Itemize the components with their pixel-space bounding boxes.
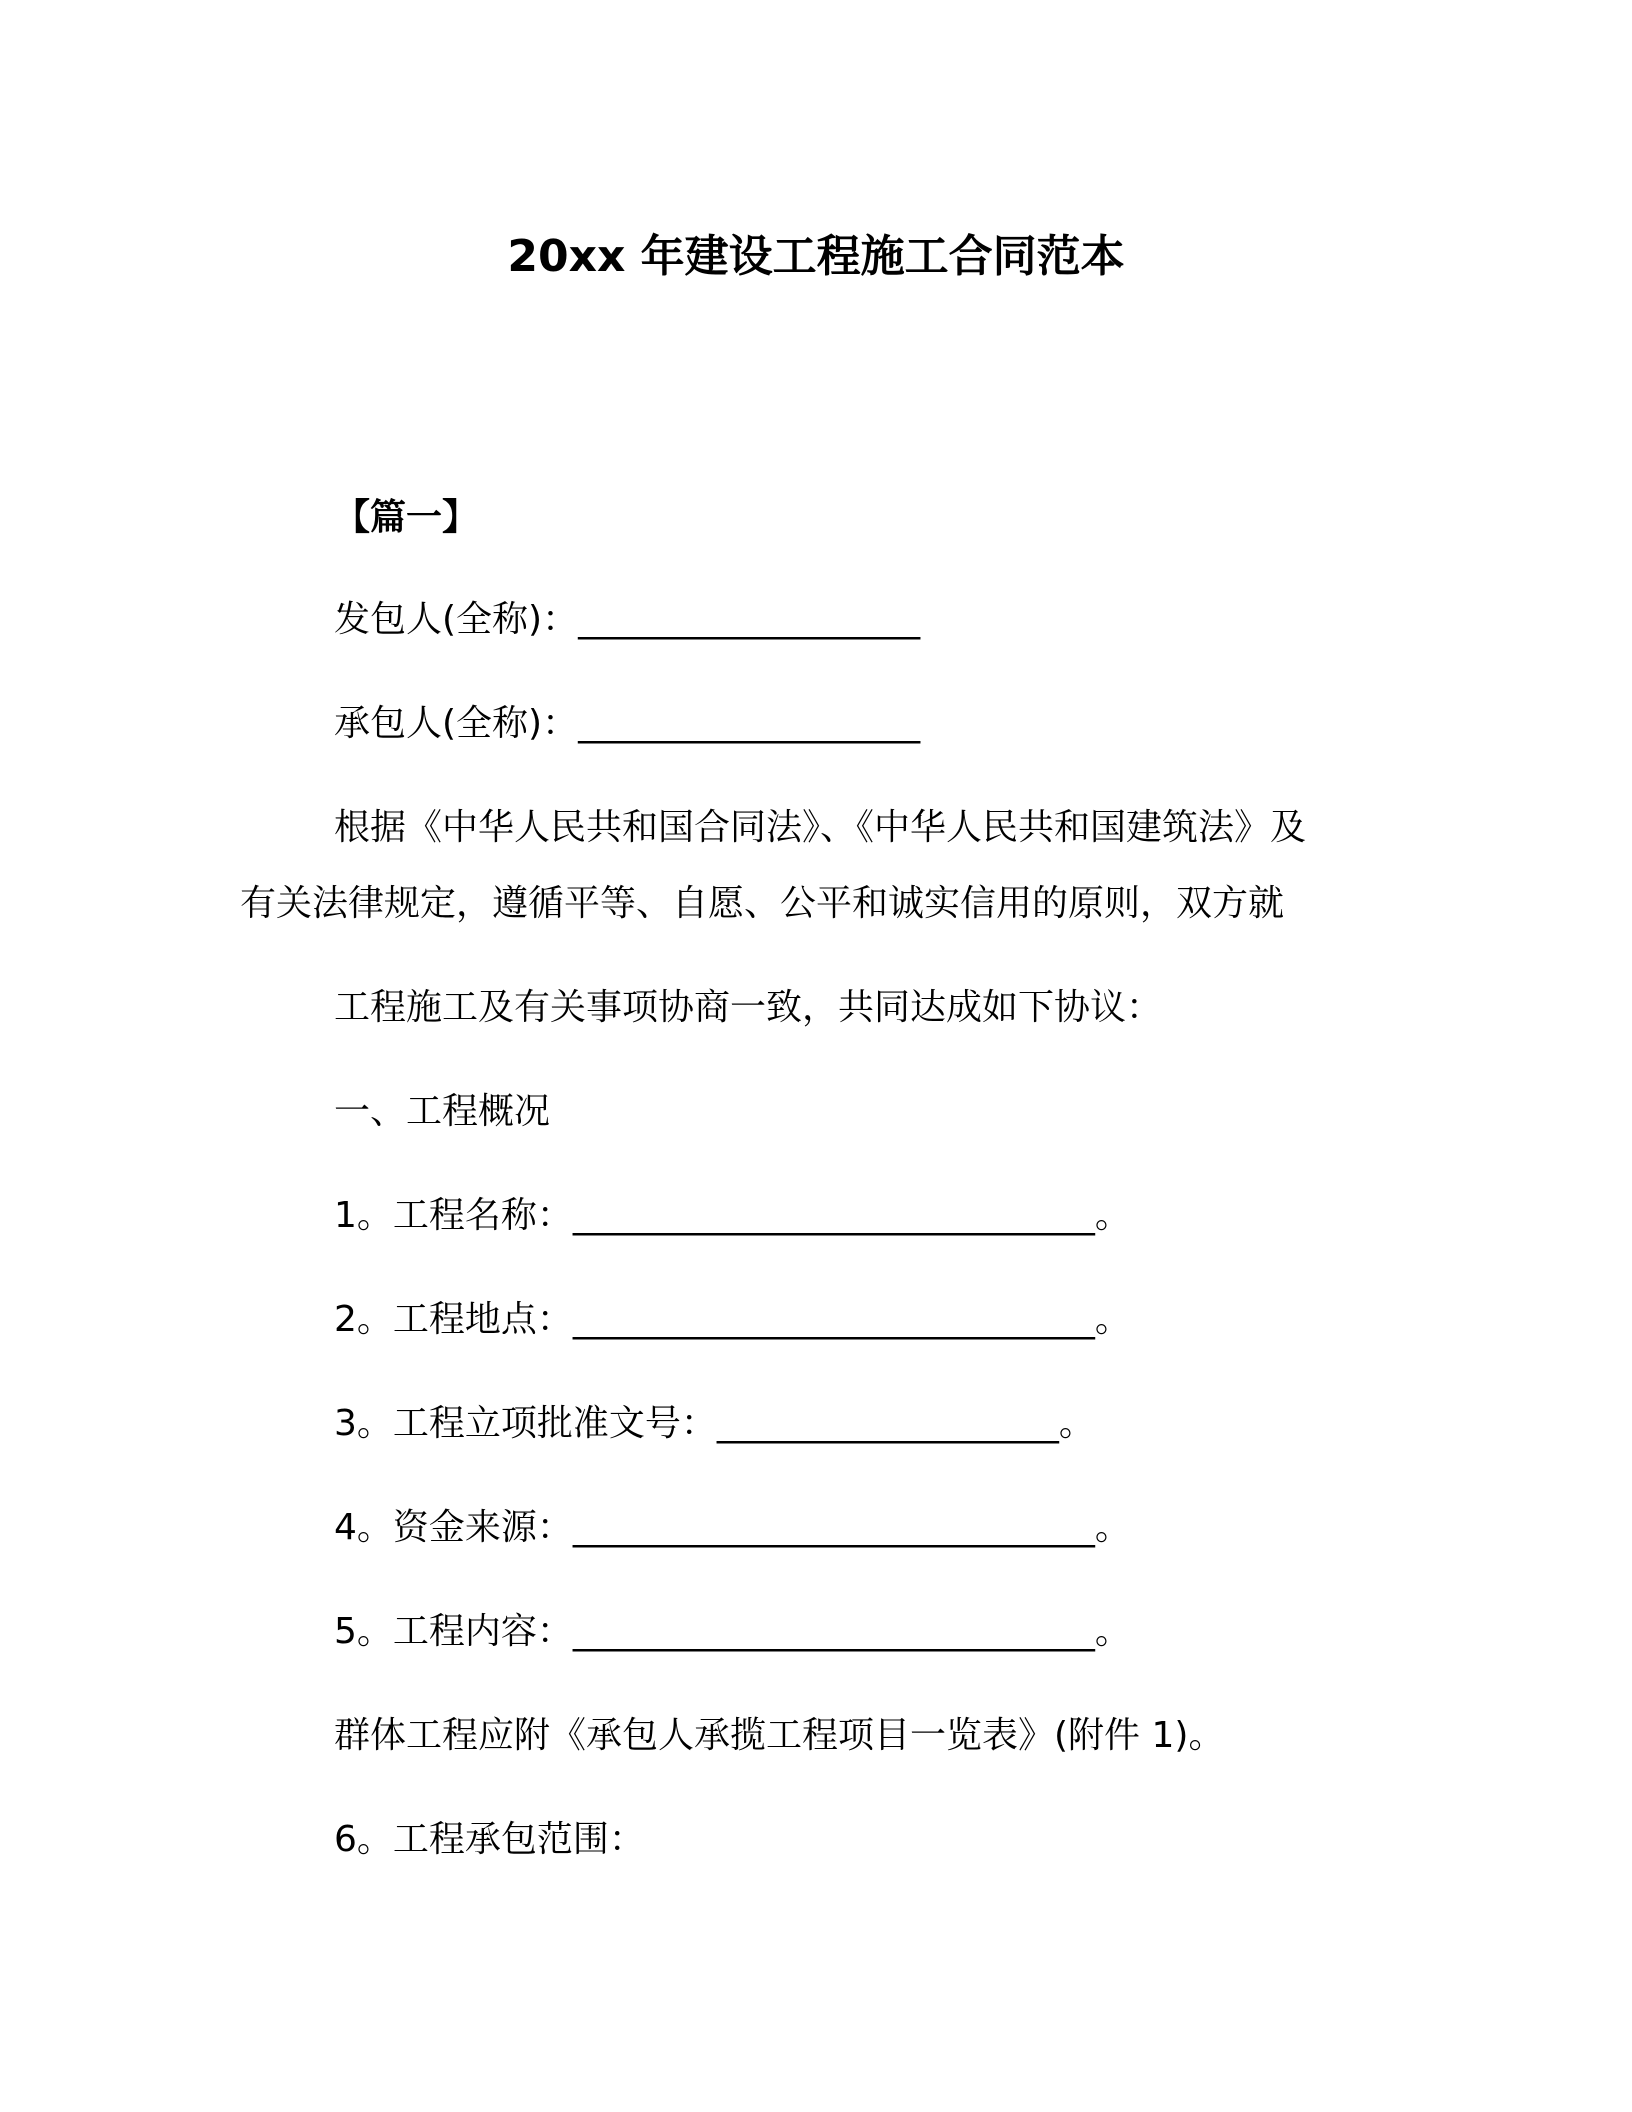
paragraph-line-3: 工程施工及有关事项协商一致，共同达成如下协议： (334, 987, 1163, 1028)
item-funding-source: 4。资金来源：_____________________________。 (334, 1507, 1131, 1548)
item-project-location: 2。工程地点：_____________________________。 (334, 1299, 1131, 1340)
item-project-content: 5。工程内容：_____________________________。 (334, 1611, 1131, 1652)
attachment-note: 群体工程应附《承包人承揽工程项目一览表》(附件 1)。 (334, 1715, 1225, 1756)
item-project-name: 1。工程名称：_____________________________。 (334, 1195, 1131, 1236)
item-approval-number: 3。工程立项批准文号：___________________。 (334, 1403, 1095, 1444)
paragraph-line-1: 根据《中华人民共和国合同法》、《中华人民共和国建筑法》及 (334, 807, 1307, 848)
employer-field: 发包人(全称)：___________________ (334, 599, 921, 640)
contractor-field: 承包人(全称)：___________________ (334, 703, 921, 744)
section-label: 【篇一】 (334, 497, 479, 538)
section-heading-overview: 一、工程概况 (334, 1091, 551, 1132)
paragraph-line-2: 有关法律规定，遵循平等、自愿、公平和诚实信用的原则，双方就 (240, 883, 1285, 924)
item-contract-scope: 6。工程承包范围： (334, 1819, 645, 1860)
document-title: 20xx 年建设工程施工合同范本 (507, 231, 1125, 282)
